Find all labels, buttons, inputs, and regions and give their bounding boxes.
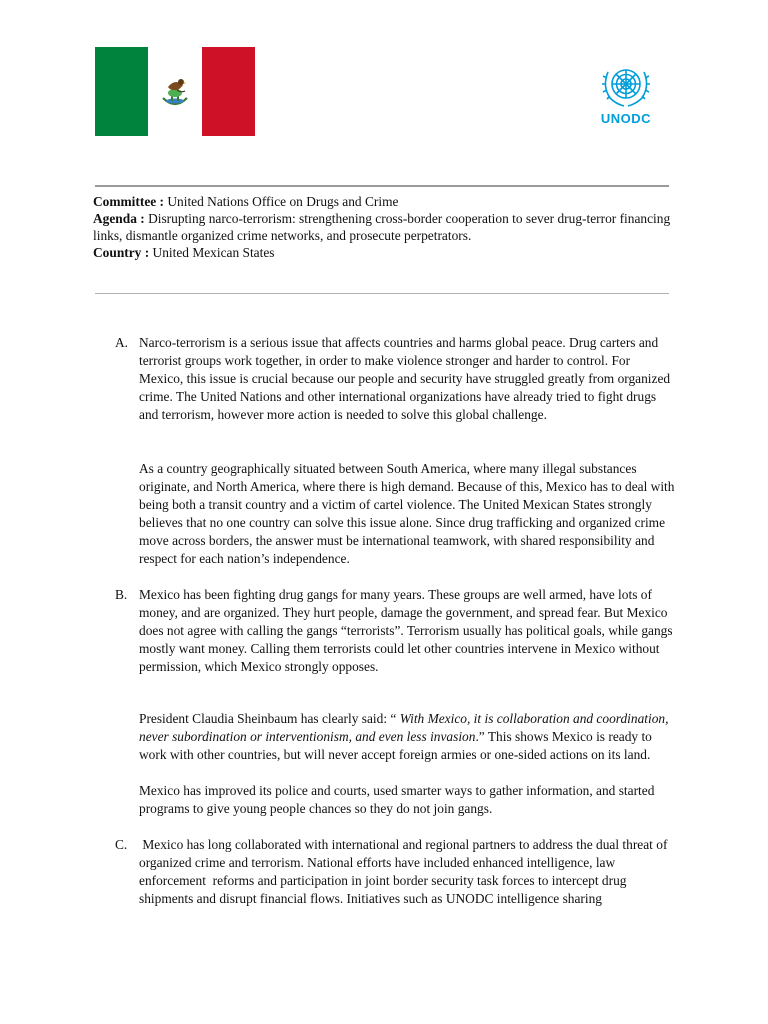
- un-emblem-icon: [598, 62, 654, 110]
- flag-red-band: [202, 47, 255, 136]
- section-c-marker: C.: [115, 837, 128, 852]
- document-header: [93, 193, 683, 261]
- agenda-line: [93, 210, 683, 244]
- committee-label: Committee :: [93, 194, 165, 209]
- document-body: [115, 334, 675, 908]
- unodc-logo-text: UNODC: [600, 111, 652, 126]
- section-c-paragraph-1: Mexico has long collaborated with international and regional partners to address the dual threat of organized crime and terrorism. National efforts have included enhanced intelligence, law enforcement reforms and participation in joint border security task forces to intercept drug shipments and disrupt financial flows. Initiatives such as UNODC intelligence sharing: [139, 837, 671, 906]
- mexico-coat-of-arms-icon: [155, 72, 195, 112]
- header-divider-bottom: [95, 293, 669, 294]
- section-c: [115, 836, 675, 908]
- section-b-paragraph-1: Mexico has been fighting drug gangs for many years. These groups are well armed, have lots of money, and are organized. They hurt people, damage the government, and spread fear. But Mexico does not agree with calling the gangs “terrorists”. Terrorism usually has political goals, while gangs mostly want money. Calling them terrorists could let other countries intervene in Mexico without permission, which Mexico strongly opposes.: [139, 587, 673, 674]
- committee-value: United Nations Office on Drugs and Crime: [167, 194, 399, 209]
- mexico-flag: [95, 47, 255, 136]
- country-label: Country :: [93, 245, 150, 260]
- committee-line: [93, 193, 683, 210]
- agenda-value: Disrupting narco-terrorism: strengthening cross-border cooperation to sever drug-terror financing links, dismantle organized crime networks, and prosecute perpetrators.: [93, 211, 671, 243]
- agenda-label: Agenda :: [93, 211, 145, 226]
- section-b: [115, 586, 675, 818]
- sheinbaum-quote: With Mexico, it is collaboration and coordination, never subordination or interventionism, and even less invasion: [139, 711, 669, 744]
- country-value: United Mexican States: [152, 245, 275, 260]
- quote-tail: .” This shows Mexico is ready to work with other countries, but will never accept foreign armies or one-sided actions on its land.: [139, 729, 652, 762]
- unodc-logo: [590, 62, 662, 126]
- country-line: [93, 244, 683, 261]
- flag-green-band: [95, 47, 148, 136]
- section-b-marker: B.: [115, 587, 128, 602]
- section-a-paragraph-2: As a country geographically situated between South America, where many illegal substances originate, and North America, where there is high demand. Because of this, Mexico has to deal with being both a transit country and a victim of cartel violence. The United Mexican States strongly believes that no one country can solve this issue alone. Since drug trafficking and organized crime move across borders, the answer must be international teamwork, with shared responsibility and respect for each nation’s independence.: [139, 461, 675, 566]
- section-a-paragraph-1: Narco-terrorism is a serious issue that affects countries and harms global peace. Drug carters and terrorist groups work together, in order to make violence stronger and harder to control. For Mexico, this issue is crucial because our people and security have struggled greatly from organized crime. The United Nations and other international organizations have already tried to fight drugs and terrorism, however more action is needed to solve this global challenge.: [139, 335, 671, 422]
- header-divider-top: [95, 185, 669, 187]
- section-a: [115, 334, 675, 568]
- section-b-paragraph-3: Mexico has improved its police and courts, used smarter ways to gather information, and started programs to give young people chances so they do not join gangs.: [139, 783, 655, 816]
- quote-lead: President Claudia Sheinbaum has clearly said: “: [139, 711, 400, 726]
- section-b-paragraph-2: [139, 710, 675, 764]
- section-a-marker: A.: [115, 335, 129, 350]
